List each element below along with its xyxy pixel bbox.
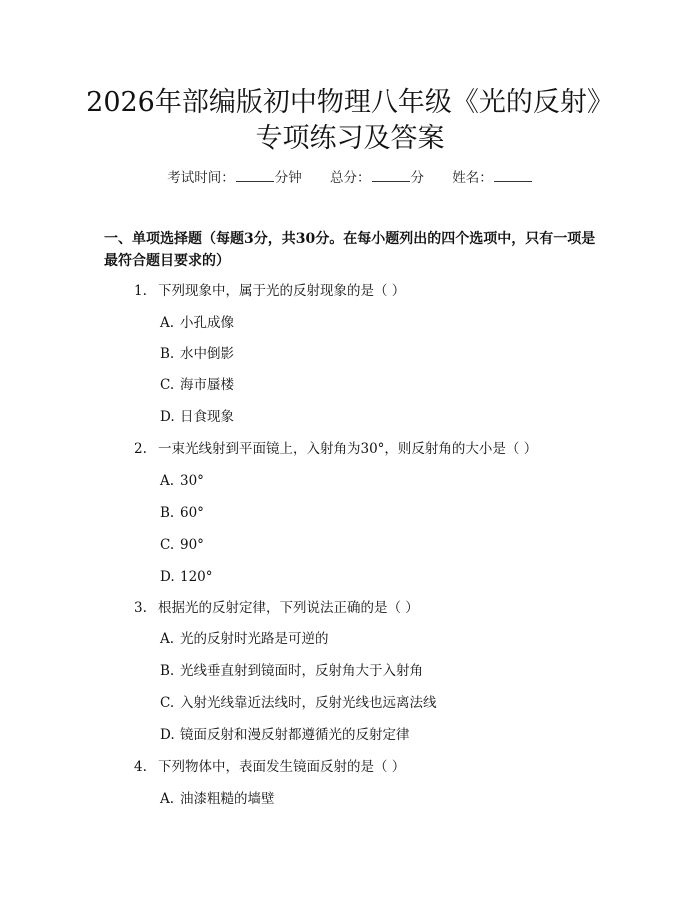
question-text: 下列物体中，表面发生镜面反射的是（ ）: [158, 759, 406, 775]
option-label: B.: [160, 505, 175, 521]
exam-time: [167, 170, 302, 186]
option-label: A.: [160, 791, 175, 807]
question-3: [134, 598, 419, 618]
question-2: [134, 439, 537, 459]
option-2a[interactable]: [160, 471, 204, 491]
section-heading-line2: 最符合题目要求的）: [104, 253, 230, 269]
option-text: 光线垂直射到镜面时，反射角大于入射角: [180, 663, 423, 679]
option-label: D.: [160, 727, 175, 743]
option-1c[interactable]: [160, 375, 234, 395]
option-text: 日食现象: [180, 409, 234, 425]
option-text: 90°: [180, 537, 204, 553]
option-label: A.: [160, 473, 175, 489]
section-heading-line1: 一、单项选择题（每题3分，共30分。在每小题列出的四个选项中，只有一项是: [104, 231, 596, 247]
option-label: B.: [160, 663, 175, 679]
option-3b[interactable]: [160, 661, 423, 681]
option-text: 海市蜃楼: [180, 377, 234, 393]
option-label: D.: [160, 569, 175, 585]
option-text: 镜面反射和漫反射都遵循光的反射定律: [180, 727, 410, 743]
page-title: 2026年部编版初中物理八年级《光的反射》: [86, 87, 614, 118]
option-label: C.: [160, 537, 175, 553]
option-2d[interactable]: [160, 567, 213, 587]
option-3d[interactable]: [160, 725, 410, 745]
option-4a[interactable]: [160, 789, 275, 809]
option-1b[interactable]: [160, 344, 234, 364]
question-number: 3.: [134, 600, 147, 616]
question-number: 2.: [134, 441, 147, 457]
question-text: 一束光线射到平面镜上，入射角为30°，则反射角的大小是（ ）: [158, 441, 538, 457]
option-3a[interactable]: [160, 629, 329, 649]
option-text: 小孔成像: [180, 315, 234, 331]
option-3c[interactable]: [160, 693, 437, 713]
option-label: D.: [160, 409, 175, 425]
exam-time-unit: 分钟: [274, 170, 302, 186]
option-1d[interactable]: [160, 407, 234, 427]
option-2c[interactable]: [160, 535, 204, 555]
option-text: 120°: [180, 569, 213, 585]
option-label: A.: [160, 315, 175, 331]
page-subtitle: 专项练习及答案: [255, 123, 445, 154]
option-text: 60°: [180, 505, 204, 521]
total-score-label: 总分：: [330, 170, 371, 186]
option-label: C.: [160, 377, 175, 393]
question-1: [134, 281, 405, 301]
total-score-unit: 分: [410, 170, 424, 186]
option-text: 入射光线靠近法线时，反射光线也远离法线: [180, 695, 437, 711]
question-number: 4.: [134, 759, 147, 775]
student-name-blank[interactable]: [494, 168, 532, 182]
question-4: [134, 757, 405, 777]
total-score: [330, 170, 424, 186]
total-score-blank[interactable]: [372, 168, 410, 182]
exam-time-label: 考试时间：: [167, 170, 235, 186]
section-heading: [104, 228, 604, 272]
option-text: 30°: [180, 473, 204, 489]
exam-meta-row: [0, 168, 700, 188]
exam-time-blank[interactable]: [236, 168, 274, 182]
student-name-label: 姓名：: [452, 170, 493, 186]
option-label: A.: [160, 631, 175, 647]
question-text: 下列现象中，属于光的反射现象的是（ ）: [158, 283, 406, 299]
option-2b[interactable]: [160, 503, 204, 523]
question-text: 根据光的反射定律，下列说法正确的是（ ）: [158, 600, 419, 616]
student-name: [452, 170, 533, 186]
question-number: 1.: [134, 283, 147, 299]
option-text: 水中倒影: [180, 346, 234, 362]
option-1a[interactable]: [160, 313, 234, 333]
option-text: 油漆粗糙的墙壁: [180, 791, 275, 807]
option-label: B.: [160, 346, 175, 362]
option-label: C.: [160, 695, 175, 711]
option-text: 光的反射时光路是可逆的: [180, 631, 329, 647]
